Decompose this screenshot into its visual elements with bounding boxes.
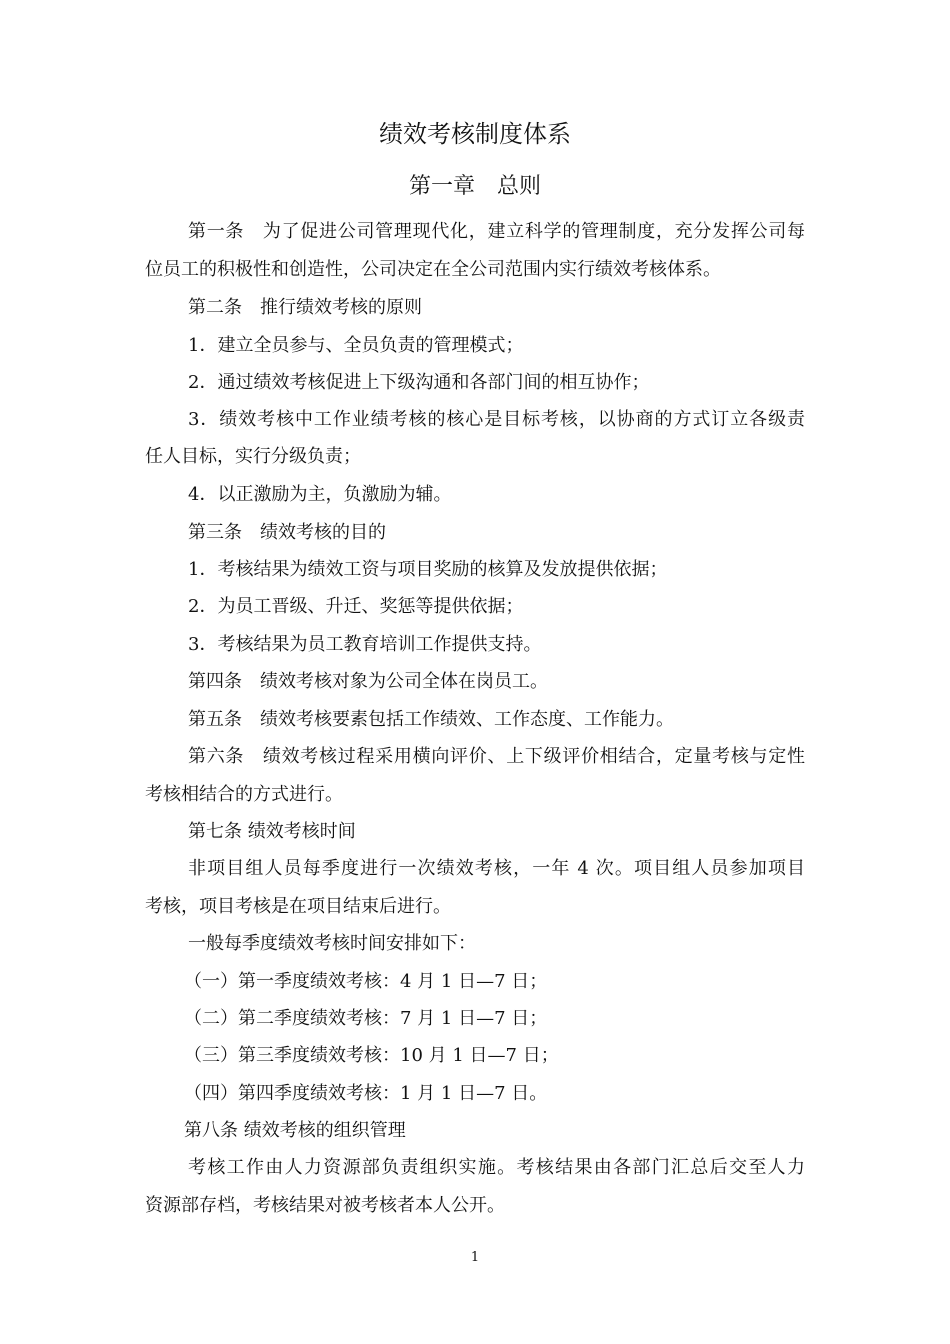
article-3-item-1: 1．考核结果为绩效工资与项目奖励的核算及发放提供依据； — [188, 559, 668, 580]
article-7-para-1-line-1: 非项目组人员每季度进行一次绩效考核，一年 4 次。项目组人员参加项目 — [188, 858, 805, 879]
chapter-heading: 第一章 总则 — [408, 174, 541, 199]
article-2-item-3-line-2: 任人目标，实行分级负责； — [145, 446, 361, 467]
article-3-item-2: 2．为员工晋级、升迁、奖惩等提供依据； — [188, 596, 524, 617]
article-3-heading: 第三条 绩效考核的目的 — [188, 522, 386, 543]
schedule-q2: （二）第二季度绩效考核：7 月 1 日—7 日； — [184, 1008, 548, 1029]
article-7-para-1-line-2: 考核，项目考核是在项目结束后进行。 — [145, 896, 451, 917]
article-2-item-3-line-1: 3．绩效考核中工作业绩考核的核心是目标考核，以协商的方式订立各级责 — [188, 409, 805, 430]
article-5: 第五条 绩效考核要素包括工作绩效、工作态度、工作能力。 — [188, 709, 674, 730]
article-8-heading: 第八条 绩效考核的组织管理 — [184, 1120, 406, 1141]
schedule-q3: （三）第三季度绩效考核：10 月 1 日—7 日； — [184, 1045, 559, 1066]
article-7-para-2: 一般每季度绩效考核时间安排如下： — [188, 933, 476, 954]
document-title: 绩效考核制度体系 — [379, 120, 571, 148]
article-4: 第四条 绩效考核对象为公司全体在岗员工。 — [188, 671, 548, 692]
article-6-line-1: 第六条 绩效考核过程采用横向评价、上下级评价相结合，定量考核与定性 — [188, 746, 805, 767]
article-2-item-2: 2．通过绩效考核促进上下级沟通和各部门间的相互协作； — [188, 372, 650, 393]
article-8-para-line-2: 资源部存档，考核结果对被考核者本人公开。 — [145, 1195, 505, 1216]
article-7-heading: 第七条 绩效考核时间 — [188, 821, 356, 842]
schedule-q1: （一）第一季度绩效考核：4 月 1 日—7 日； — [184, 971, 548, 992]
article-2-heading: 第二条 推行绩效考核的原则 — [188, 297, 422, 318]
schedule-q4: （四）第四季度绩效考核：1 月 1 日—7 日。 — [184, 1083, 548, 1104]
article-3-item-3: 3．考核结果为员工教育培训工作提供支持。 — [188, 634, 542, 655]
article-8-para-line-1: 考核工作由人力资源部负责组织实施。考核结果由各部门汇总后交至人力 — [188, 1157, 805, 1178]
article-1-line-2: 位员工的积极性和创造性，公司决定在全公司范围内实行绩效考核体系。 — [145, 259, 721, 280]
article-2-item-4: 4．以正激励为主，负激励为辅。 — [188, 484, 452, 505]
article-6-line-2: 考核相结合的方式进行。 — [145, 784, 343, 805]
page-number: 1 — [470, 1250, 480, 1265]
article-2-item-1: 1．建立全员参与、全员负责的管理模式； — [188, 335, 524, 356]
article-1-line-1: 第一条 为了促进公司管理现代化，建立科学的管理制度，充分发挥公司每 — [188, 221, 805, 242]
